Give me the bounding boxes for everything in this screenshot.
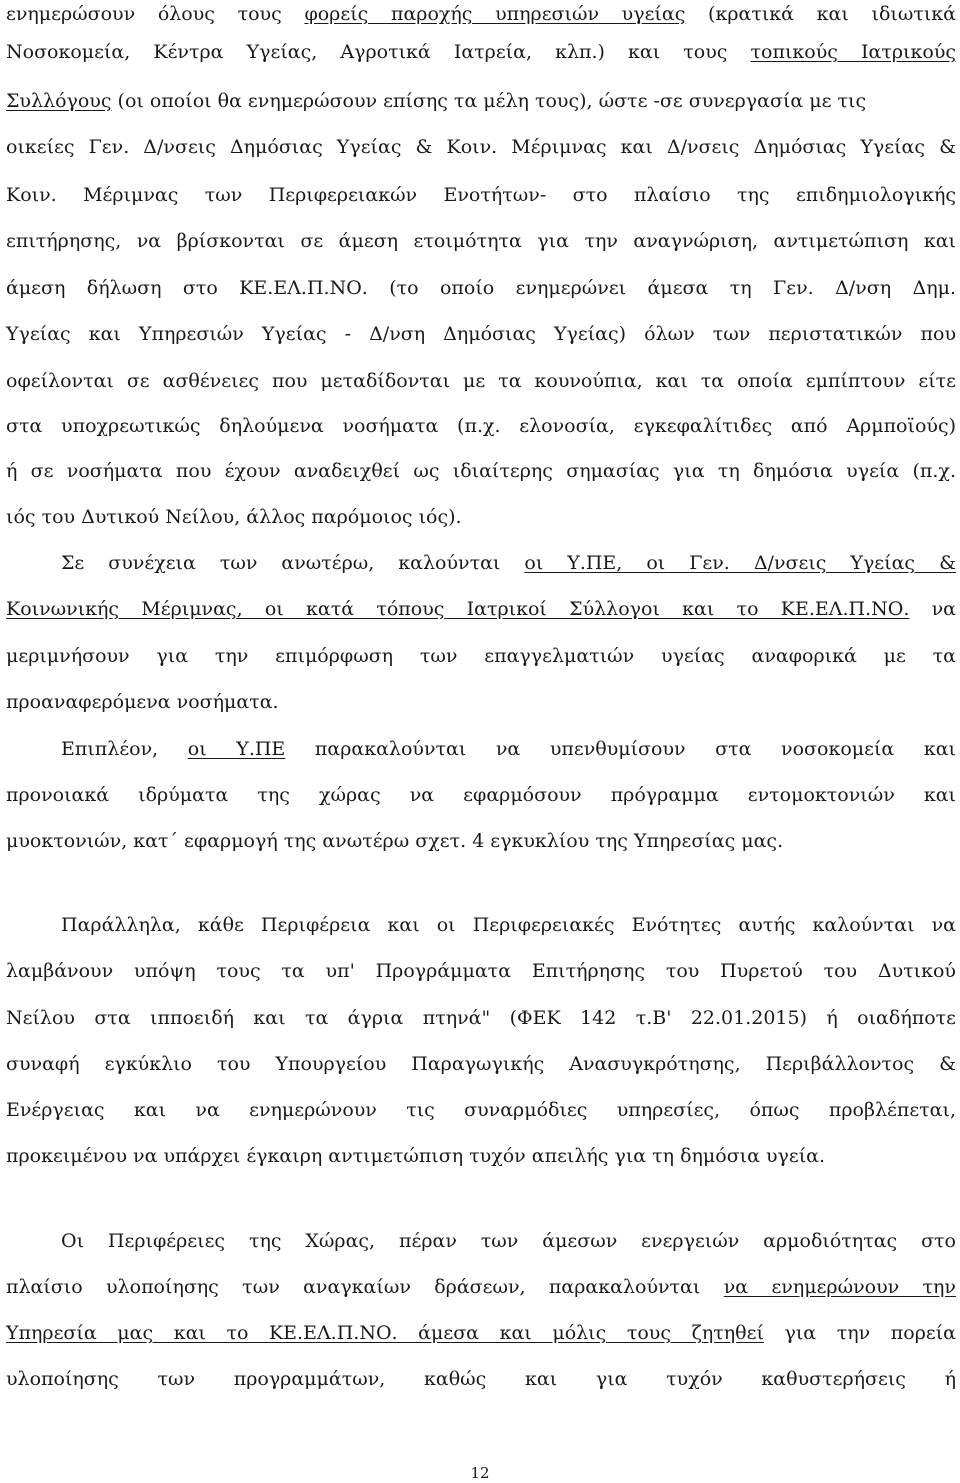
text-segment: Υγείας και Υπηρεσιών Υγείας - Δ/νση Δημόσιας Υγείας) όλων των περιστατικών που (6, 323, 956, 345)
text-segment: άμεση δήλωση στο ΚΕ.ΕΛ.Π.ΝΟ. (το οποίο ενημερώνει άμεσα τη Γεν. Δ/νση Δημ. (6, 277, 956, 299)
text-line (6, 135, 956, 159)
text-segment: Σε συνέχεια των ανωτέρω, καλούνται (61, 552, 525, 574)
underlined-text: οι Υ.ΠΕ, οι Γεν. Δ/νσεις Υγείας & (524, 552, 956, 574)
underlined-text: οι Υ.ΠΕ (187, 738, 286, 760)
text-segment: Ενέργειας και να ενημερώνουν τις συναρμόδιες υπηρεσίες, όπως προβλέπεται, (6, 1099, 956, 1121)
text-line (6, 505, 956, 529)
text-segment: ιός του Δυτικού Νείλου, άλλος παρόμοιος ιός). (6, 506, 462, 528)
underlined-text: φορείς παροχής υπηρεσιών υγείας (304, 3, 686, 25)
page-number: 12 (470, 1464, 490, 1482)
text-segment: Επιπλέον, (61, 738, 188, 760)
text-line (6, 1275, 956, 1299)
text-line (6, 2, 956, 26)
text-line (6, 40, 956, 64)
text-line (6, 597, 956, 621)
underlined-text: Συλλόγους (6, 90, 112, 112)
text-segment: οικείες Γεν. Δ/νσεις Δημόσιας Υγείας & Κοιν. Μέριμνας και Δ/νσεις Δημόσιας Υγείας & (6, 136, 956, 158)
text-segment: ή σε νοσήματα που έχουν αναδειχθεί ως ιδιαίτερης σημασίας για τη δημόσια υγεία (π.χ. (6, 460, 956, 482)
text-segment: πλαίσιο υλοποίησης των αναγκαίων δράσεων, παρακαλούνται (6, 1276, 724, 1298)
text-segment: (οι οποίοι θα ενημερώσουν επίσης τα μέλη τους), ώστε -σε συνεργασία με τις (111, 90, 867, 112)
text-line (6, 1006, 956, 1030)
text-line (61, 551, 956, 575)
text-segment: μεριμνήσουν για την επιμόρφωση των επαγγελματιών υγείας αναφορικά με τα (6, 645, 956, 667)
text-segment: (κρατικά και ιδιωτικά (685, 3, 957, 25)
text-line (6, 89, 956, 113)
text-segment: λαμβάνουν υπόψη τους τα υπ' Προγράμματα Επιτήρησης του Πυρετού του Δυτικού (6, 960, 956, 982)
text-line (6, 414, 956, 438)
text-segment: παρακαλούνται να υπενθυμίσουν στα νοσοκομεία και (285, 738, 956, 760)
text-line (6, 783, 956, 807)
text-segment: ενημερώσουν όλους τους (6, 3, 305, 25)
text-line (6, 1098, 956, 1122)
text-segment: οφείλονται σε ασθένειες που μεταδίδονται με τα κουνούπια, και τα οποία εμπίπτουν είτε (6, 370, 956, 392)
text-line (6, 690, 956, 714)
text-segment: προαναφερόμενα νοσήματα. (6, 691, 279, 713)
text-line (61, 737, 956, 761)
text-line (6, 1321, 956, 1345)
text-segment: Νείλου στα ιπποειδή και τα άγρια πτηνά" (ΦΕΚ 142 τ.Β' 22.01.2015) ή οιαδήποτε (6, 1007, 956, 1029)
text-line (6, 229, 956, 253)
text-segment: Νοσοκομεία, Κέντρα Υγείας, Αγροτικά Ιατρεία, κλπ.) και τους (6, 41, 751, 63)
text-segment: Παράλληλα, κάθε Περιφέρεια και οι Περιφερειακές Ενότητες αυτής καλούνται να (61, 914, 956, 936)
text-segment: στα υποχρεωτικώς δηλούμενα νοσήματα (π.χ. ελονοσία, εγκεφαλίτιδες από Αρμποϊούς) (6, 415, 956, 437)
text-line (6, 369, 956, 393)
text-line (6, 322, 956, 346)
text-line (6, 1052, 956, 1076)
text-line (6, 276, 956, 300)
text-segment: για την πορεία (763, 1322, 956, 1344)
text-line (61, 1229, 956, 1253)
text-line (6, 959, 956, 983)
underlined-text: Υπηρεσία μας και το ΚΕ.ΕΛ.Π.ΝΟ. άμεσα και μόλις τους ζητηθεί (6, 1322, 764, 1344)
text-segment: Οι Περιφέρειες της Χώρας, πέραν των άμεσων ενεργειών αρμοδιότητας στο (61, 1230, 956, 1252)
text-segment: προνοιακά ιδρύματα της χώρας να εφαρμόσουν πρόγραμμα εντομοκτονιών και (6, 784, 956, 806)
text-segment: υλοποίησης των προγραμμάτων, καθώς και για τυχόν καθυστερήσεις ή (6, 1368, 956, 1390)
text-line (6, 1144, 956, 1168)
underlined-text: να ενημερώνουν την (723, 1276, 956, 1298)
text-line (61, 913, 956, 937)
text-segment: Κοιν. Μέριμνας των Περιφερειακών Ενοτήτων- στο πλαίσιο της επιδημιολογικής (6, 184, 956, 206)
text-line (6, 1367, 956, 1391)
underlined-text: τοπικούς Ιατρικούς (750, 41, 957, 63)
text-segment: προκειμένου να υπάρχει έγκαιρη αντιμετώπιση τυχόν απειλής για τη δημόσια υγεία. (6, 1145, 826, 1167)
text-line (6, 829, 956, 853)
text-line (6, 183, 956, 207)
text-segment: συναφή εγκύκλιο του Υπουργείου Παραγωγικής Ανασυγκρότησης, Περιβάλλοντος & (6, 1053, 956, 1075)
text-segment: να (909, 598, 956, 620)
text-line (6, 644, 956, 668)
underlined-text: Κοινωνικής Μέριμνας, οι κατά τόπους Ιατρικοί Σύλλογοι και το ΚΕ.ΕΛ.Π.ΝΟ. (6, 598, 910, 620)
text-segment: επιτήρησης, να βρίσκονται σε άμεση ετοιμότητα για την αναγνώριση, αντιμετώπιση και (6, 230, 956, 252)
text-segment: μυοκτονιών, κατ΄ εφαρμογή της ανωτέρω σχετ. 4 εγκυκλίου της Υπηρεσίας μας. (6, 830, 784, 852)
text-line (6, 459, 956, 483)
